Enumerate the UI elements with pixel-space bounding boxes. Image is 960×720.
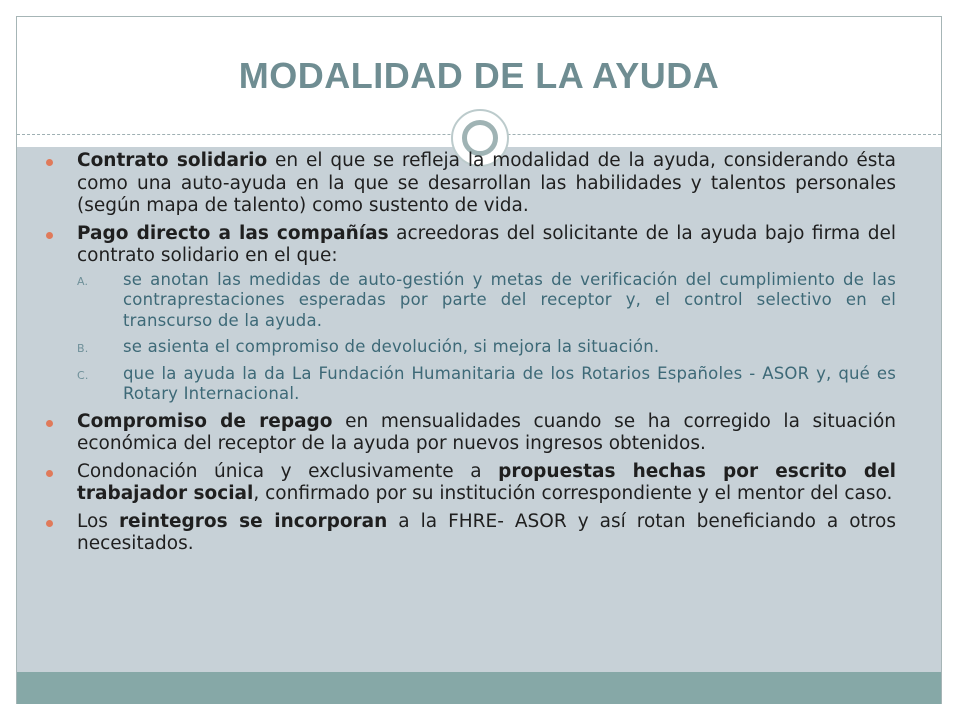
bullet-dot-icon — [46, 159, 53, 166]
bullet-dot-icon — [46, 420, 53, 427]
footer-band — [17, 672, 941, 704]
bullet-pre: Los — [77, 510, 119, 532]
bullet-item-pago — [46, 223, 896, 405]
bullet-item-repago — [46, 411, 896, 456]
bullet-bold: reintegros se incorporan — [118, 510, 388, 532]
slide-title: MODALIDAD DE LA AYUDA — [238, 55, 720, 96]
sub-item-b — [77, 337, 896, 358]
sub-list — [77, 270, 896, 405]
bullet-bold: Compromiso de repago — [77, 410, 333, 432]
bullet-text: acreedoras del solicitante de la ayuda bajo firma del contrato solidario en el que: — [77, 222, 897, 266]
bullet-bold: propuestas hechas por escrito del trabajador social — [77, 460, 896, 504]
bullet-bold: Pago directo a las compañías — [77, 222, 389, 244]
sub-item-number: C. — [77, 368, 89, 382]
bullet-text: en el que se refleja la modalidad de la ayuda, considerando ésta como una auto-ayuda en la que se desarrollan las habilidades y talentos personales (según mapa de talento) como sustento de vida. — [77, 150, 896, 216]
sub-item-a — [77, 270, 896, 332]
sub-item-text: se anotan las medidas de auto-gestión y metas de verificación del cumplimiento de las contraprestaciones esperadas por parte del receptor y, el control selectivo en el transcurso de la ayuda. — [123, 269, 896, 330]
bullet-list — [46, 150, 896, 556]
bullet-dot-icon — [46, 520, 53, 527]
sub-item-text: se asienta el compromiso de devolución, si mejora la situación. — [123, 337, 660, 356]
bullet-pre: Condonación única y exclusivamente a — [77, 460, 499, 482]
bullet-text: en mensualidades cuando se ha corregido la situación económica del receptor de la ayuda por nuevos ingresos obtenidos. — [77, 410, 896, 454]
bullet-dot-icon — [46, 470, 53, 477]
bullet-text: a la FHRE- ASOR y así rotan beneficiando a otros necesitados. — [77, 510, 896, 554]
sub-item-text: que la ayuda la da La Fundación Humanitaria de los Rotarios Españoles - ASOR y, qué es Rotary Internacional. — [123, 363, 896, 403]
bullet-text: , confirmado por su institución correspondiente y el mentor del caso. — [253, 483, 893, 504]
sub-item-c — [77, 364, 896, 405]
bullet-bold: Contrato solidario — [77, 150, 268, 171]
bullet-item-condonacion — [46, 461, 896, 506]
sub-item-number: B. — [77, 342, 89, 355]
bullet-item-contrato — [46, 150, 896, 218]
sub-item-number: A. — [77, 274, 89, 288]
bullet-dot-icon — [46, 232, 53, 239]
bullet-item-reintegros — [46, 511, 896, 556]
content-body — [46, 150, 896, 561]
